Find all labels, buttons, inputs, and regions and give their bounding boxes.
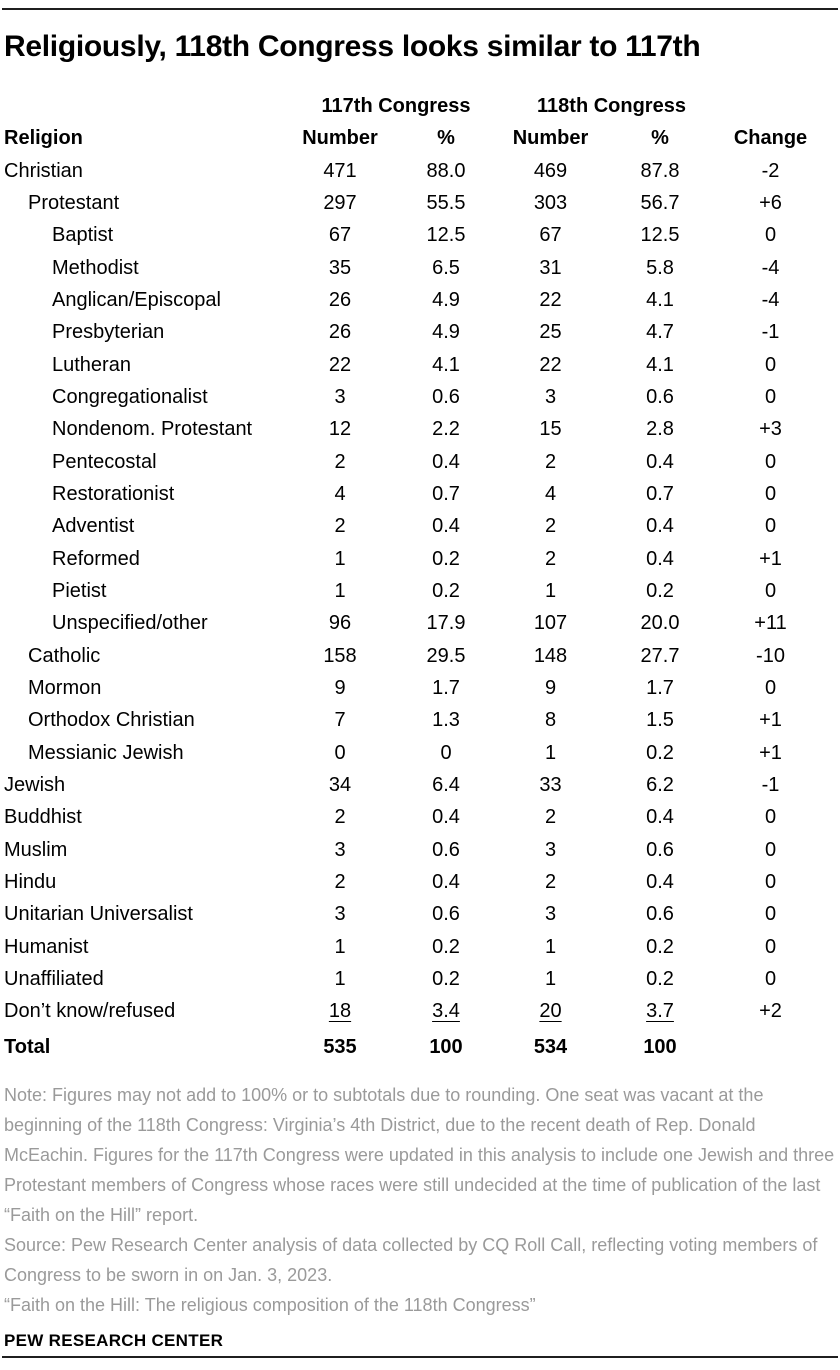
table-row [4,349,836,381]
value-117-number: 3 [334,838,346,861]
table-row [4,511,836,543]
value-change: +1 [759,741,782,764]
value-118-percent: 27.7 [640,644,680,667]
value-117-percent: 1.3 [432,709,460,732]
value-117-percent: 0.6 [432,903,460,926]
value-118-percent: 6.2 [646,773,674,796]
table-row [4,284,836,316]
religion-label: Protestant [28,191,120,214]
value-118-number: 22 [539,353,562,376]
religion-label: Unitarian Universalist [4,903,193,926]
value-change: -10 [756,644,785,667]
note-text: Note: Figures may not add to 100% or to subtotals due to rounding. One seat was vacant at the beginning of the 118th Congress: Virginia’s 4th District, due to the recent death of Rep. Donald McEachin. Figures for the 117th Congress were updated in this analysis to include one Jewish and three Protestant members of Congress whose races were still undecided at the time of publication of the last “Faith on the Hill” report. [4,1084,835,1225]
column-header-118-percent: % [651,127,669,149]
value-117-number: 26 [328,321,352,344]
religion-label: Humanist [4,935,89,958]
value-change: 0 [764,870,777,893]
value-118-percent: 4.1 [646,288,674,311]
value-118-percent: 0.2 [646,741,674,764]
value-118-percent: 0.4 [646,870,674,893]
value-118-number: 20 [539,1000,562,1023]
value-117-percent: 0.2 [432,547,460,570]
value-118-number: 2 [544,870,557,893]
value-118-number: 25 [539,321,562,344]
religion-label: Adventist [52,515,135,538]
religion-label: Messianic Jewish [28,741,184,764]
value-change: 0 [764,967,777,990]
value-change: 0 [764,482,777,505]
religion-label: Jewish [4,773,66,796]
value-118-percent: 0.2 [646,935,674,958]
value-118-percent: 0.4 [646,547,674,570]
religion-label: Anglican/Episcopal [52,288,221,311]
religion-label: Mormon [28,676,102,699]
table-row [4,672,836,704]
top-divider [2,8,838,10]
value-118-number: 2 [544,450,557,473]
religion-label: Christian [4,159,83,182]
value-change: -1 [761,773,780,796]
religion-label: Pentecostal [52,450,157,473]
table-row [4,834,836,866]
value-117-percent: 4.1 [432,353,460,376]
religion-table [4,90,836,1066]
value-118-number: 15 [539,418,562,441]
religion-label: Congregationalist [52,385,208,408]
religion-label: Muslim [4,838,68,861]
value-117-percent: 0.6 [432,838,460,861]
value-117-number: 535 [323,1036,357,1059]
value-117-percent: 29.5 [426,644,466,667]
footnotes [4,1080,838,1320]
value-117-number: 0 [334,741,346,764]
value-117-percent: 3.4 [432,1000,460,1023]
value-change: +11 [754,612,787,635]
value-change: +3 [759,418,782,441]
value-117-percent: 0.6 [432,385,460,408]
table-row [4,608,836,640]
value-change: 0 [764,838,777,861]
value-change: 0 [764,515,777,538]
value-change: 0 [764,579,777,602]
value-118-number: 2 [544,547,557,570]
value-117-percent: 0.4 [432,450,460,473]
value-118-percent: 1.7 [646,676,674,699]
religion-label: Pietist [52,579,107,602]
religion-label: Catholic [28,644,101,667]
column-header-117-percent: % [437,127,455,149]
table-row [4,769,836,801]
value-117-number: 67 [328,224,352,247]
value-117-percent: 1.7 [432,676,460,699]
value-118-number: 8 [544,709,557,732]
value-change: 0 [764,676,777,699]
value-118-percent: 0.2 [646,579,674,602]
value-change: -1 [761,321,780,344]
value-change: +1 [759,547,782,570]
value-118-percent: 100 [643,1036,677,1059]
value-change: 0 [764,935,777,958]
value-117-percent: 100 [429,1036,463,1059]
value-118-number: 303 [533,191,568,214]
value-117-number: 34 [328,773,352,796]
value-change: 0 [764,353,777,376]
value-117-percent: 17.9 [426,612,466,635]
source-text: Source: Pew Research Center analysis of data collected by CQ Roll Call, reflecting voting members of Congress to be sworn in on Jan. 3, 2023. [4,1234,818,1285]
value-117-percent: 0.4 [432,870,460,893]
value-117-number: 35 [328,256,352,279]
value-117-percent: 0.4 [432,806,460,829]
value-118-number: 1 [544,741,557,764]
value-118-number: 67 [539,224,562,247]
value-117-number: 2 [334,450,346,473]
value-117-percent: 6.4 [432,773,460,796]
column-header-117-number: Number [302,127,378,149]
value-117-number: 1 [334,935,346,958]
value-117-number: 96 [328,612,352,635]
bottom-divider [2,1356,838,1358]
value-117-percent: 0.4 [432,515,460,538]
value-change: -2 [761,159,780,182]
value-117-percent: 88.0 [426,159,466,182]
value-118-number: 148 [533,644,568,667]
value-118-percent: 0.4 [646,450,674,473]
value-117-number: 297 [323,191,357,214]
value-117-number: 26 [328,288,352,311]
table-row [4,737,836,769]
value-117-number: 12 [328,418,352,441]
value-117-percent: 6.5 [432,256,460,279]
value-118-number: 2 [544,515,557,538]
value-117-percent: 0 [440,741,452,764]
table-row [4,996,836,1028]
value-118-percent: 12.5 [640,224,680,247]
table-row [4,381,836,413]
religion-label: Restorationist [52,482,175,505]
value-118-number: 9 [544,676,557,699]
table-row [4,446,836,478]
value-117-percent: 55.5 [426,191,466,214]
table-row [4,866,836,898]
value-118-number: 1 [544,967,557,990]
religion-label: Don’t know/refused [4,1000,176,1023]
table-row [4,899,836,931]
value-117-number: 7 [334,709,346,732]
religion-label: Hindu [4,870,57,893]
value-change: 0 [764,450,777,473]
value-118-percent: 2.8 [646,418,674,441]
column-group-117th-congress: 117th Congress [321,94,471,117]
column-group-118th-congress: 118th Congress [537,94,686,117]
table-row [4,640,836,672]
religion-label: Reformed [52,547,140,570]
table-row [4,543,836,575]
table-group-header-row [4,90,836,122]
value-118-percent: 0.7 [646,482,674,505]
value-change: 0 [764,903,777,926]
value-118-number: 22 [539,288,562,311]
religion-label: Unspecified/other [52,612,208,635]
value-118-number: 1 [544,935,557,958]
value-117-percent: 0.7 [432,482,460,505]
value-117-number: 22 [328,353,352,376]
value-118-percent: 20.0 [640,612,680,635]
table-row [4,931,836,963]
value-change: +6 [759,191,782,214]
value-118-number: 31 [539,256,562,279]
column-header-118-number: Number [512,127,589,149]
religion-label: Lutheran [52,353,131,376]
value-117-number: 9 [334,676,346,699]
value-117-number: 2 [334,806,346,829]
table-row [4,252,836,284]
value-117-number: 2 [334,870,346,893]
value-118-number: 1 [544,579,557,602]
value-change: +1 [759,709,782,732]
value-118-percent: 3.7 [646,1000,674,1023]
value-118-percent: 0.6 [646,385,674,408]
column-header-religion: Religion [4,127,83,149]
value-118-percent: 56.7 [640,191,680,214]
value-118-percent: 1.5 [646,709,674,732]
value-117-percent: 4.9 [432,321,460,344]
value-118-percent: 5.8 [646,256,674,279]
page-title: Religiously, 118th Congress looks similar to 117th [4,30,701,63]
religion-label: Buddhist [4,806,82,829]
value-118-number: 3 [544,903,557,926]
table-row [4,963,836,995]
table-row [4,478,836,510]
value-118-number: 534 [533,1036,568,1059]
value-118-percent: 0.4 [646,806,674,829]
value-117-percent: 12.5 [426,224,466,247]
value-117-percent: 0.2 [432,935,460,958]
value-118-percent: 0.6 [646,903,674,926]
value-117-number: 18 [328,1000,352,1023]
table-body [4,155,836,1066]
value-118-percent: 87.8 [640,159,680,182]
value-118-percent: 0.2 [646,967,674,990]
value-117-number: 471 [323,159,357,182]
table-row [4,575,836,607]
religion-label: Nondenom. Protestant [52,418,253,441]
table-row [4,1028,836,1066]
report-title-text: “Faith on the Hill: The religious composition of the 118th Congress” [4,1294,536,1315]
religion-label: Unaffiliated [4,967,104,990]
value-118-percent: 4.7 [646,321,674,344]
value-117-number: 3 [334,385,346,408]
value-117-percent: 2.2 [432,418,460,441]
value-118-number: 107 [533,612,568,635]
table-row [4,187,836,219]
value-117-percent: 4.9 [432,288,460,311]
table-header-row [4,122,836,155]
value-117-percent: 0.2 [432,579,460,602]
value-change: 0 [764,224,777,247]
table-row [4,414,836,446]
value-117-number: 158 [323,644,357,667]
value-117-number: 4 [334,482,346,505]
table-row [4,220,836,252]
value-117-number: 1 [334,547,346,570]
pew-research-center-logo: PEW RESEARCH CENTER [4,1330,224,1350]
religion-label: Baptist [52,224,114,247]
value-118-number: 3 [544,838,557,861]
value-change: -4 [761,256,780,279]
religion-label: Total [4,1036,51,1059]
value-117-number: 1 [334,579,346,602]
table-row [4,317,836,349]
religion-label: Methodist [52,256,139,279]
table-row [4,802,836,834]
table-row [4,155,836,187]
value-118-percent: 4.1 [646,353,674,376]
value-118-number: 4 [544,482,557,505]
value-118-number: 33 [539,773,562,796]
table-row [4,705,836,737]
value-118-number: 469 [533,159,568,182]
value-117-number: 3 [334,903,346,926]
value-117-percent: 0.2 [432,967,460,990]
value-118-percent: 0.4 [646,515,674,538]
religion-label: Presbyterian [52,321,165,344]
value-118-percent: 0.6 [646,838,674,861]
value-117-number: 1 [334,967,346,990]
value-118-number: 2 [544,806,557,829]
value-117-number: 2 [334,515,346,538]
column-header-change: Change [733,127,808,149]
value-change: 0 [764,385,777,408]
religion-label: Orthodox Christian [28,709,195,732]
value-change: +2 [759,1000,782,1023]
value-change: 0 [764,806,777,829]
value-change: -4 [761,288,780,311]
value-118-number: 3 [544,385,557,408]
